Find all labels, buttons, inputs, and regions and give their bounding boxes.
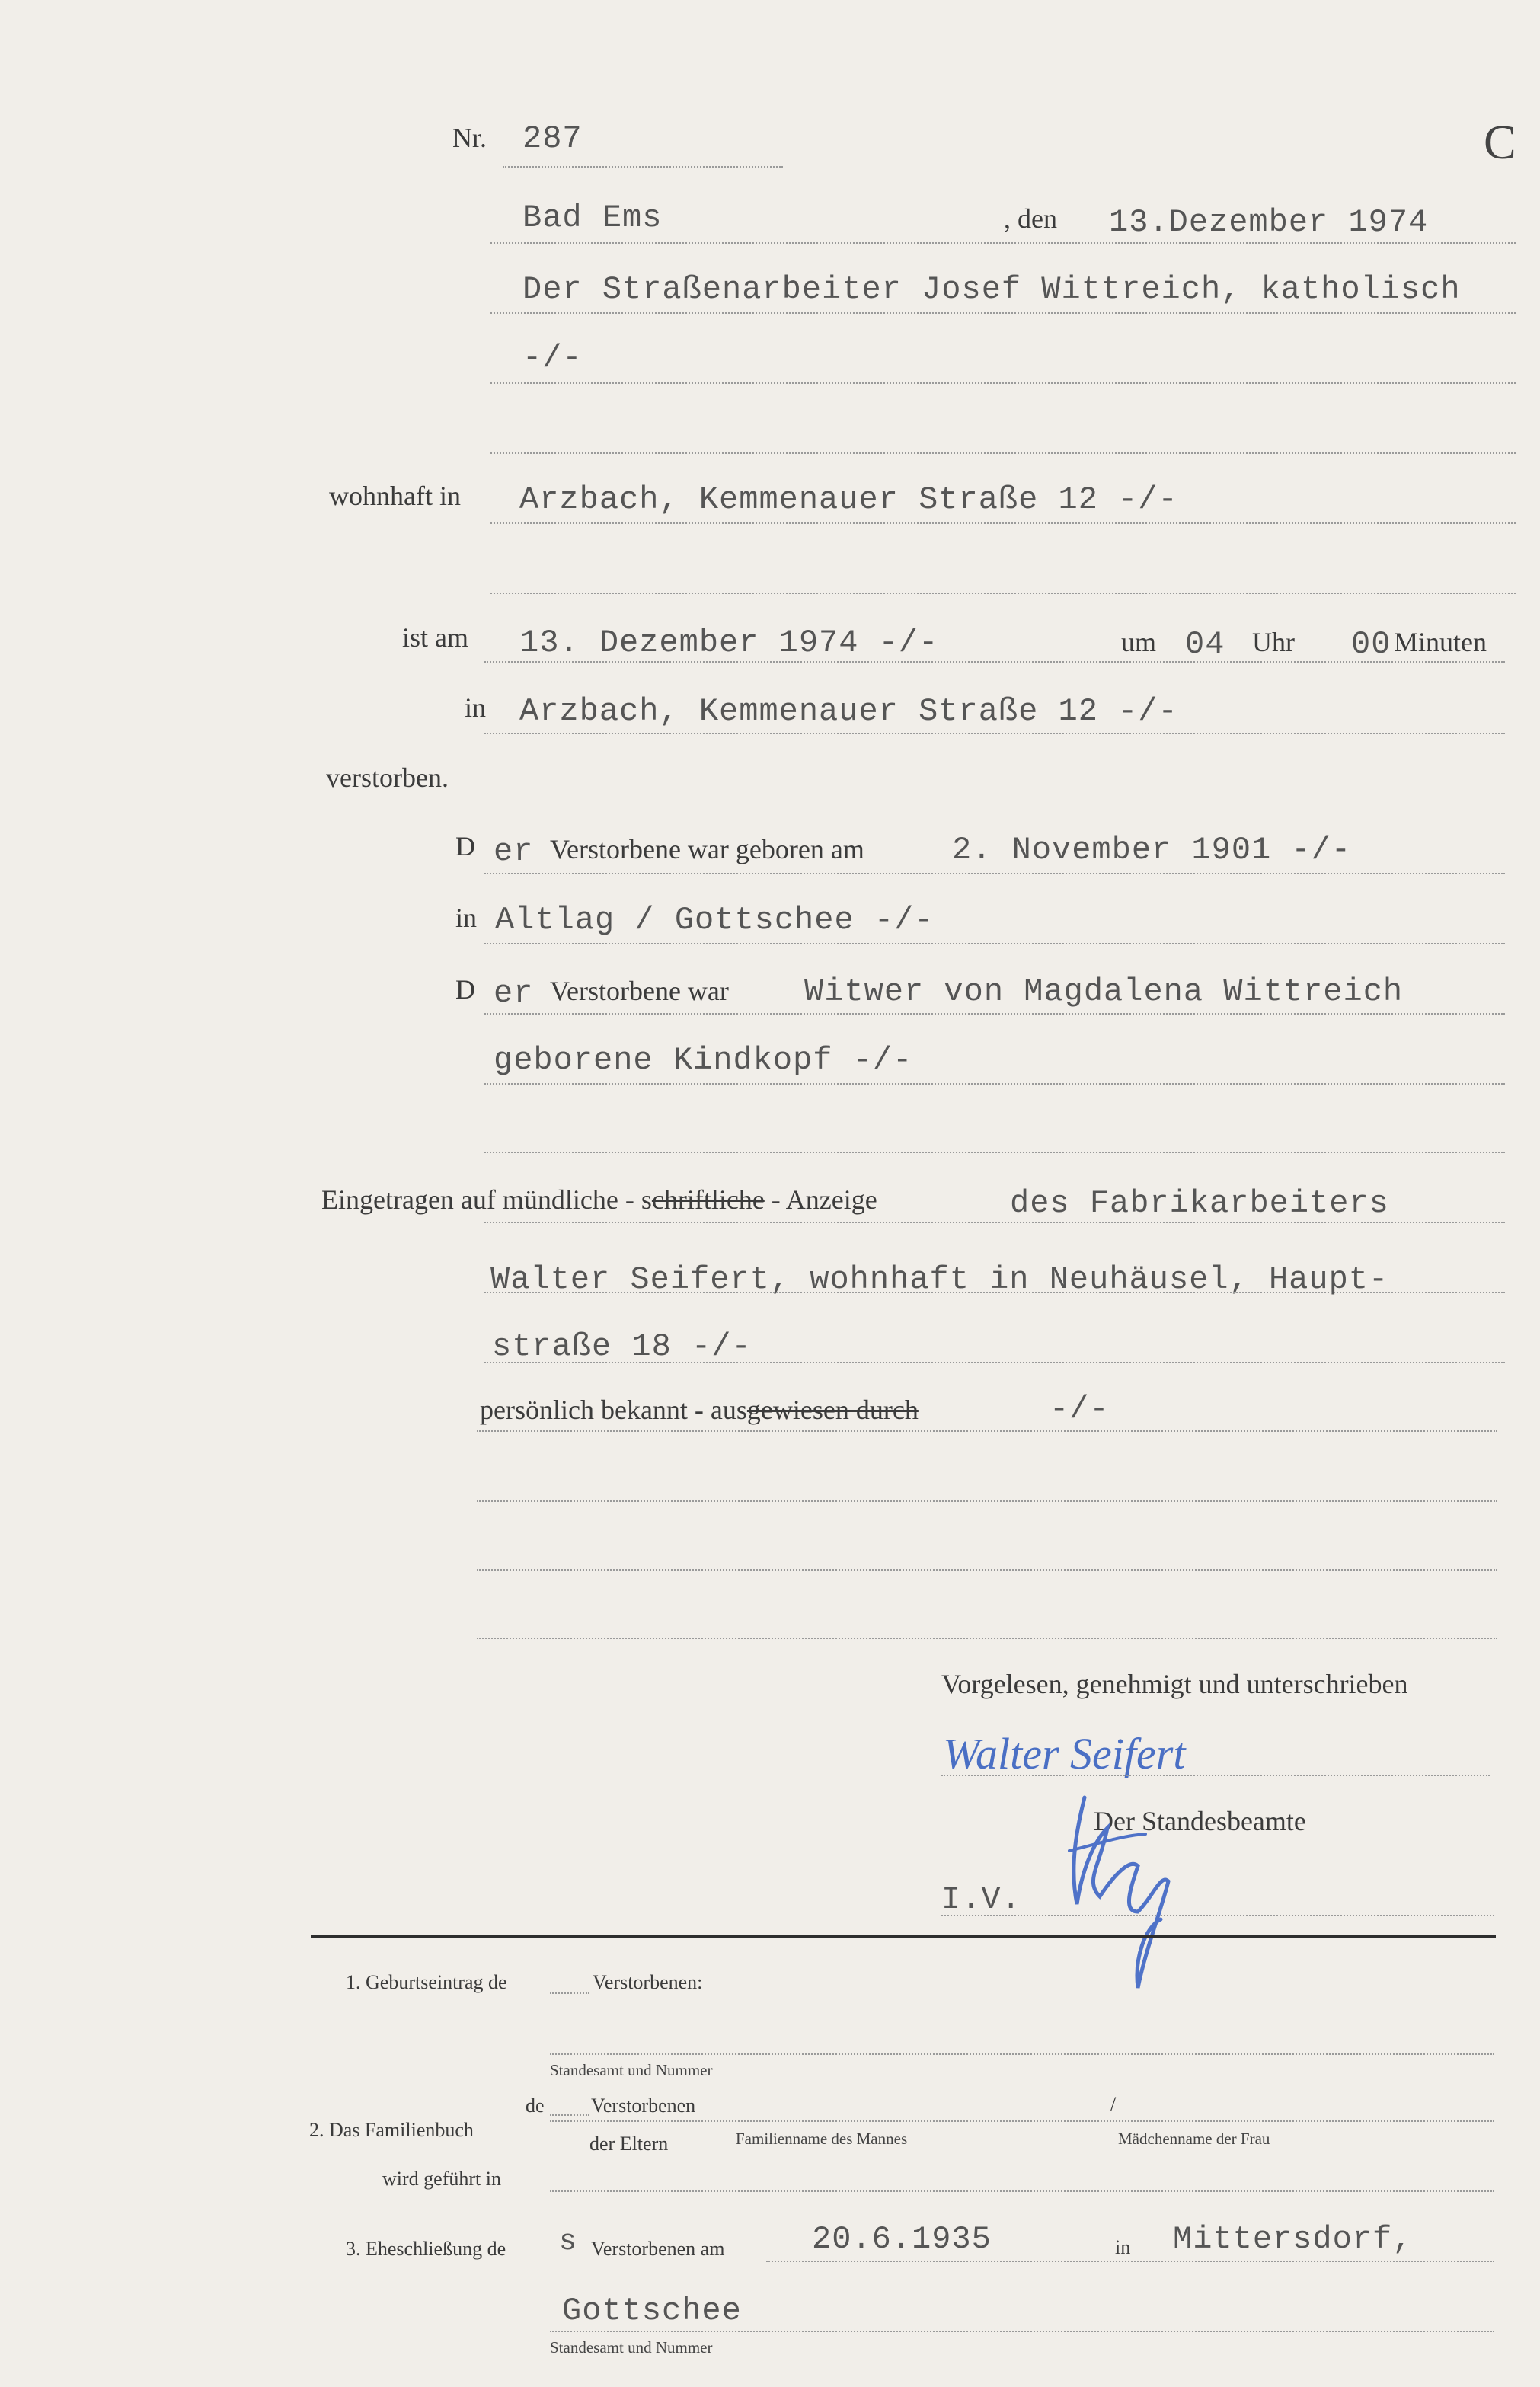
corner-letter: C xyxy=(1484,115,1516,169)
registration-label xyxy=(321,1184,877,1216)
marital-typed-er: er xyxy=(494,975,534,1011)
blank-underline-1 xyxy=(477,1500,1497,1502)
residence-value: Arzbach, Kemmenauer Straße 12 -/- xyxy=(519,481,1178,518)
marital-d-prefix: D xyxy=(455,974,475,1005)
footer-item1-suffix-underline xyxy=(550,1992,589,1994)
death-date-underline xyxy=(484,661,1505,663)
birth-place: Altlag / Gottschee -/- xyxy=(495,902,935,938)
official-title: Der Standesbeamte xyxy=(1094,1806,1306,1836)
informant-line-3: straße 18 -/- xyxy=(492,1328,752,1365)
person-underline-2 xyxy=(490,382,1516,384)
official-signature-graphic xyxy=(1054,1782,1191,1996)
residence-label: wohnhaft in xyxy=(329,481,461,511)
birth-d-prefix: D xyxy=(455,831,475,861)
footer-item2-de-underline xyxy=(550,2114,589,2116)
informant-signature-underline xyxy=(941,1775,1490,1776)
bekannt-label-struck: gewiesen durch xyxy=(746,1395,919,1425)
bekannt-underline xyxy=(477,1430,1497,1432)
deceased-description-line2: -/- xyxy=(522,340,583,376)
bekannt-value: -/- xyxy=(1050,1391,1110,1427)
informant-line-2: Walter Seifert, wohnhaft in Neuhäusel, Haupt- xyxy=(490,1261,1389,1298)
person-underline-1 xyxy=(490,312,1516,314)
registration-label-part-a: Eingetragen auf mündliche - s xyxy=(321,1184,652,1215)
marital-status-line2: geborene Kindkopf -/- xyxy=(494,1042,913,1078)
bekannt-label-part-a: persönlich bekannt - aus xyxy=(480,1395,747,1425)
um-label: um xyxy=(1121,627,1157,657)
registration-underline-3 xyxy=(484,1362,1505,1363)
date-line-underline xyxy=(490,242,1516,244)
registration-label-part-b: - Anzeige xyxy=(764,1184,877,1215)
bekannt-label xyxy=(480,1394,919,1426)
death-place-underline xyxy=(484,733,1505,734)
ist-am-label: ist am xyxy=(402,622,468,653)
den-label: , den xyxy=(1004,203,1057,234)
registration-label-struck: chriftliche xyxy=(651,1184,765,1215)
birth-typed-er: er xyxy=(494,833,534,870)
nr-value: 287 xyxy=(522,120,583,157)
footer-item1-underline xyxy=(550,2053,1494,2055)
death-place: Arzbach, Kemmenauer Straße 12 -/- xyxy=(519,693,1178,730)
place-of-registry: Bad Ems xyxy=(522,200,663,236)
marriage-date: 20.6.1935 xyxy=(812,2221,992,2258)
read-approved-label: Vorgelesen, genehmigt und unterschrieben xyxy=(941,1669,1408,1699)
death-place-in-label: in xyxy=(465,692,487,723)
uhr-label: Uhr xyxy=(1252,627,1295,657)
footer-item2-verstorbenen: Verstorbenen xyxy=(591,2095,696,2117)
nr-underline xyxy=(503,166,783,168)
residence-underline-2 xyxy=(490,593,1516,594)
iv-label: I.V. xyxy=(941,1881,1021,1918)
blank-underline-3 xyxy=(477,1638,1497,1639)
footer-item3-in: in xyxy=(1115,2236,1131,2258)
footer-item2-mann: Familienname des Mannes xyxy=(736,2130,908,2148)
birth-date-underline xyxy=(484,873,1505,874)
official-signature xyxy=(1054,1782,1191,1996)
birth-place-in-label: in xyxy=(455,903,478,933)
footer-item1-standesamt: Standesamt und Nummer xyxy=(550,2061,713,2079)
footer-item2-gefuehrt-underline xyxy=(550,2190,1494,2192)
deceased-description: Der Straßenarbeiter Josef Wittreich, katholisch xyxy=(522,271,1461,308)
footer-item3-s: s xyxy=(559,2226,577,2258)
footer-item3-underline xyxy=(766,2261,1494,2262)
marital-underline-2 xyxy=(484,1083,1505,1085)
registration-date: 13.Dezember 1974 xyxy=(1109,204,1429,241)
section-divider xyxy=(311,1935,1496,1938)
informant-signature-text: Walter Seifert xyxy=(943,1729,1186,1778)
registration-underline-1 xyxy=(484,1222,1505,1223)
footer-item2-eltern: der Eltern xyxy=(589,2133,669,2155)
marital-underline-1 xyxy=(484,1013,1505,1015)
official-signature-underline xyxy=(941,1915,1494,1916)
birth-date: 2. November 1901 -/- xyxy=(952,832,1352,868)
marriage-place: Mittersdorf, xyxy=(1173,2221,1413,2258)
marital-status: Witwer von Magdalena Wittreich xyxy=(804,973,1404,1010)
footer-item2-gefuehrt: wird geführt in xyxy=(382,2168,501,2190)
residence-underline-1 xyxy=(490,522,1516,524)
footer-item3-standesamt: Standesamt und Nummer xyxy=(550,2338,713,2357)
birth-place-underline xyxy=(484,943,1505,944)
marriage-place-line2: Gottschee xyxy=(562,2293,742,2329)
footer-item2-slash: / xyxy=(1110,2093,1117,2115)
footer-item1-label-b: Verstorbenen: xyxy=(593,1971,703,1993)
footer-item2-underline xyxy=(550,2120,1494,2122)
birth-label: Verstorbene war geboren am xyxy=(550,834,864,864)
minuten-label: Minuten xyxy=(1394,627,1487,657)
verstorben-label: verstorben. xyxy=(326,762,449,793)
death-date: 13. Dezember 1974 -/- xyxy=(519,625,939,661)
registration-underline-2 xyxy=(484,1292,1505,1293)
person-underline-3 xyxy=(490,452,1516,454)
marital-label: Verstorbene war xyxy=(550,976,729,1006)
footer-item2-label: 2. Das Familienbuch xyxy=(309,2119,474,2141)
marital-underline-3 xyxy=(484,1152,1505,1153)
footer-item2-de: de xyxy=(526,2095,545,2117)
footer-item1-label: 1. Geburtseintrag de xyxy=(346,1971,507,1993)
blank-underline-2 xyxy=(477,1569,1497,1571)
death-hour: 04 xyxy=(1185,626,1225,663)
footer-item2-frau: Mädchenname der Frau xyxy=(1118,2130,1270,2148)
footer-item3-label-b: Verstorbenen am xyxy=(591,2238,725,2260)
informant-line-1: des Fabrikarbeiters xyxy=(1010,1185,1389,1222)
footer-item3-label: 3. Eheschließung de xyxy=(346,2238,506,2260)
footer-item3-underline-2 xyxy=(550,2331,1494,2332)
death-minutes: 00 xyxy=(1351,626,1391,663)
nr-label: Nr. xyxy=(452,123,487,153)
